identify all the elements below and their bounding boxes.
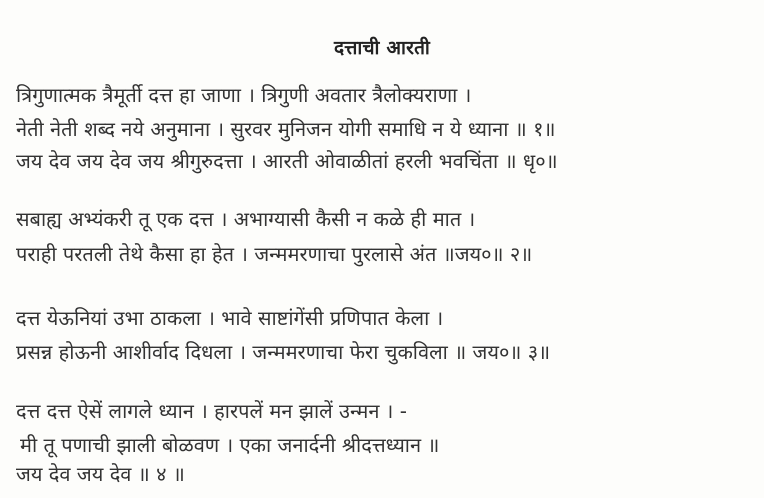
verse-2-line-1: सबाह्य अभ्यंकरी तू एक दत्त । अभाग्यासी कैसी न कळे ही मात । [16,207,476,231]
verse-1-line-2: नेती नेती शब्द नये अनुमाना । सुरवर मुनिजन योगी समाधि न ये ध्याना ॥ १॥ [16,117,556,141]
verse-4-line-3: जय देव जय देव ॥ ४ ॥ [16,462,185,486]
verse-1-line-1: त्रिगुणात्मक त्रैमूर्ती दत्त हा जाणा । त्रिगुणी अवतार त्रैलोक्यराणा । [16,83,472,107]
verse-3-line-1: दत्त येऊनियां उभा ठाकला । भावे साष्टांगेंसी प्रणिपात केला । [16,306,444,330]
verse-4-line-2: मी तू पणाची झाली बोळवण । एका जनार्दनी श्रीदत्तध्यान ॥ [20,433,440,457]
verse-4-line-1: दत्त दत्त ऐसें लागले ध्यान । हारपलें मन झालें उन्मन । - [16,399,407,423]
refrain-line: जय देव जय देव जय श्रीगुरुदत्ता । आरती ओवाळीतां हरली भवचिंता ॥ धृ०॥ [16,149,558,173]
verse-3-line-2: प्रसन्न होऊनी आशीर्वाद दिधला । जन्ममरणाचा फेरा चुकविला ॥ जय०॥ ३॥ [16,340,551,364]
page-title: दत्ताची आरती [333,37,431,59]
verse-2-line-2: पराही परतली तेथे कैसा हा हेत । जन्ममरणाचा पुरलासे अंत ॥जय०॥ २॥ [16,242,533,266]
